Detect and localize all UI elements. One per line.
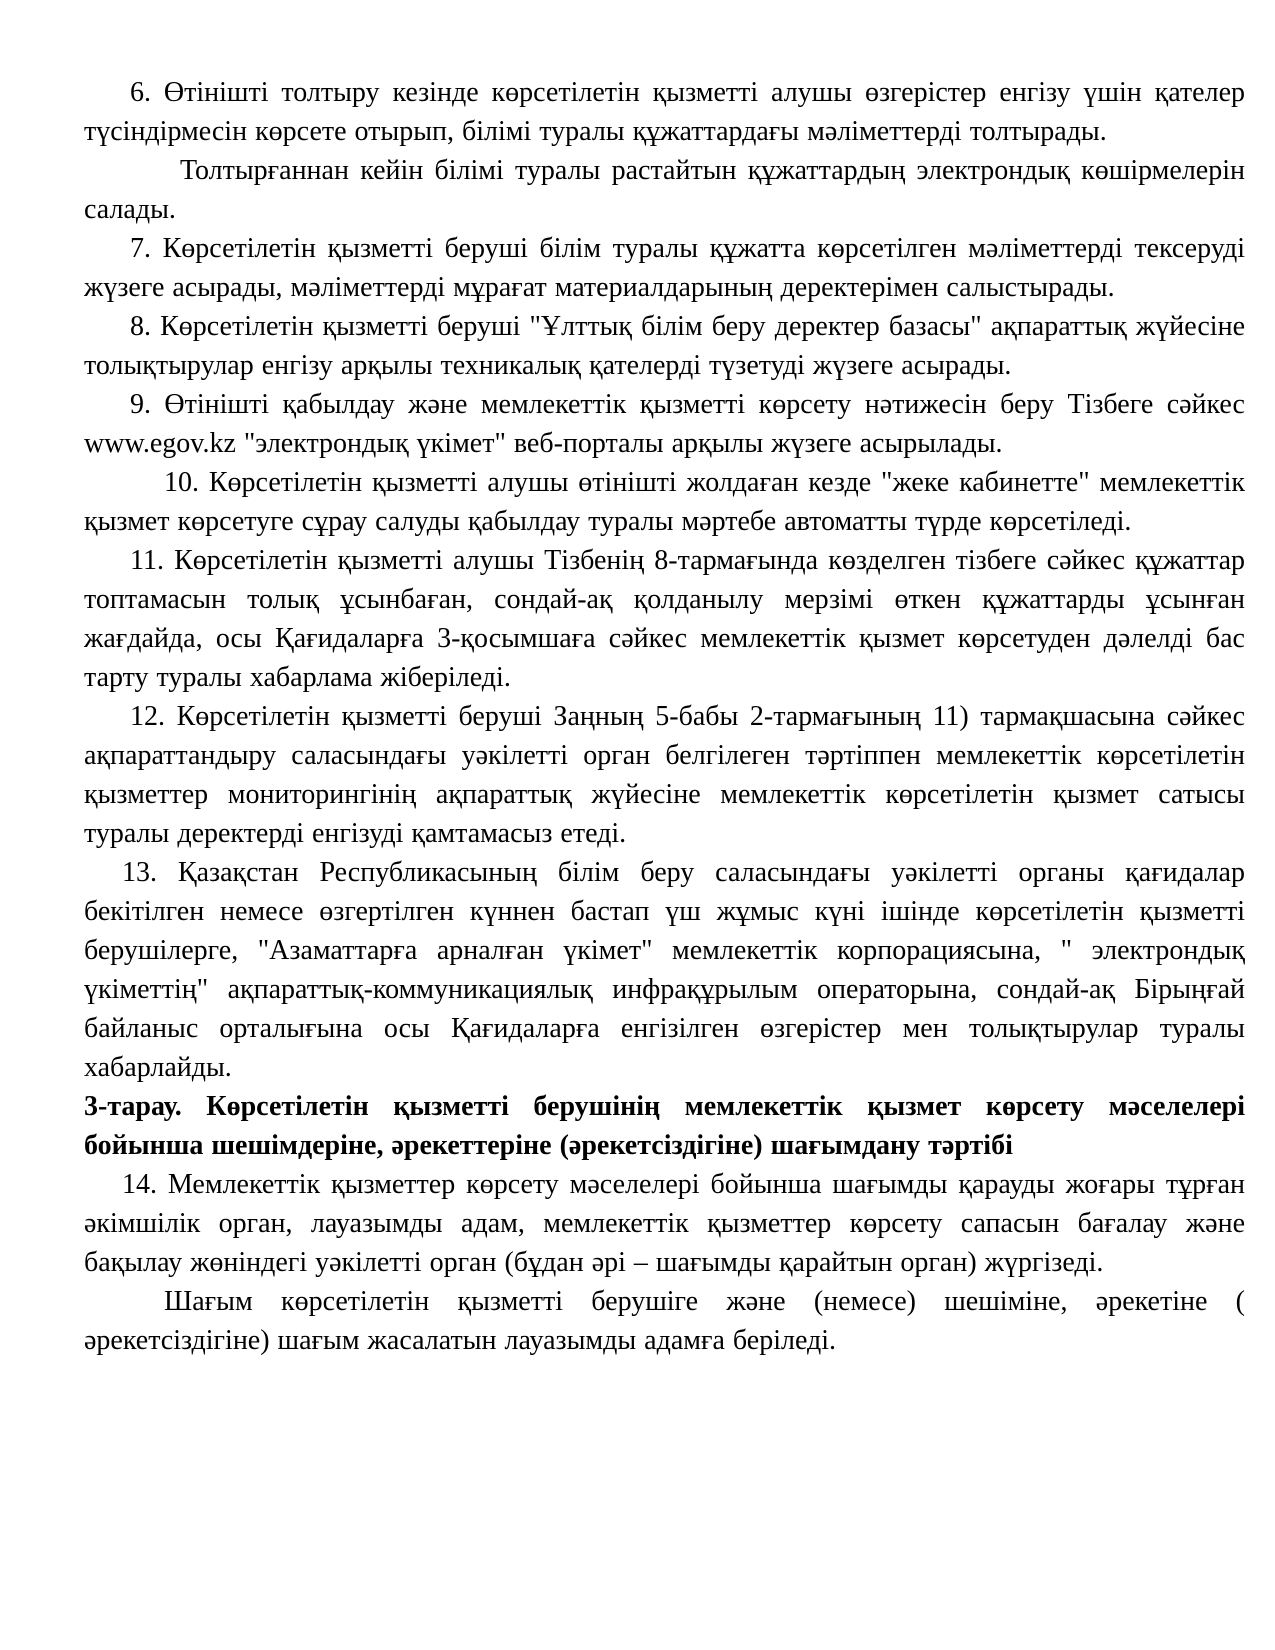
paragraph-6: 6. Өтінішті толтыру кезінде көрсетілетін қызметті алушы өзгерістер енгізу үшін қателер түсіндірмесін көрсете отырып, білімі туралы құжаттардағы мәліметтерді толтырады. <box>84 77 1245 147</box>
paragraph-6-continuation: Толтырғаннан кейін білімі туралы растайтын құжаттардың электрондық көшірмелерін салады. <box>84 155 1245 225</box>
paragraph-10: 10. Көрсетілетін қызметті алушы өтінішті жолдаған кезде "жеке кабинетте" мемлекеттік қызмет көрсетуге сұрау салуды қабылдау туралы мәртебе автоматты түрде көрсетіледі. <box>84 467 1245 537</box>
paragraph-11: 11. Көрсетілетін қызметті алушы Тізбенің 8-тармағында көзделген тізбеге сәйкес құжаттар топтамасын толық ұсынбаған, сондай-ақ қолданылу мерзімі өткен құжаттарды ұсынған жағдайда, осы Қағидаларға 3-қосымшаға сәйкес мемлекеттік қызмет көрсетуден дәлелді бас тарту туралы хабарлама жіберіледі. <box>84 545 1245 693</box>
paragraph-7: 7. Көрсетілетін қызметті беруші білім туралы құжатта көрсетілген мәліметтерді тексеруді жүзеге асырады, мәліметтерді мұрағат материалдарының деректерімен салыстырады. <box>84 233 1245 303</box>
paragraph-12: 12. Көрсетілетін қызметті беруші Заңның 5-бабы 2-тармағының 11) тармақшасына сәйкес ақпараттандыру саласындағы уәкілетті орган белгілеген тәртіппен мемлекеттік көрсетілетін қызметтер мониторингінің ақпараттық жүйесіне мемлекеттік көрсетілетін қызмет сатысы туралы деректерді енгізуді қамтамасыз етеді. <box>84 701 1245 849</box>
paragraph-8: 8. Көрсетілетін қызметті беруші "Ұлттық білім беру деректер базасы" ақпараттық жүйесіне толықтырулар енгізу арқылы техникалық қателерді түзетуді жүзеге асырады. <box>84 311 1245 381</box>
paragraph-9: 9. Өтінішті қабылдау және мемлекеттік қызметті көрсету нәтижесін беру Тізбеге сәйкес www.egov.kz "электрондық үкімет" веб-порталы арқылы жүзеге асырылады. <box>84 389 1245 459</box>
paragraph-15: Шағым көрсетілетін қызметті берушіге және (немесе) шешіміне, әрекетіне ( әрекетсіздігіне) шағым жасалатын лауазымды адамға беріледі. <box>84 1286 1245 1356</box>
paragraph-14: 14. Мемлекеттік қызметтер көрсету мәселелері бойынша шағымды қарауды жоғары тұрған әкімшілік орган, лауазымды адам, мемлекеттік қызметтер көрсету сапасын бағалау және бақылау жөніндегі уәкілетті орган (бұдан әрі – шағымды қарайтын орган) жүргізеді. <box>84 1169 1245 1278</box>
chapter-3-heading: 3-тарау. Көрсетілетін қызметті берушінің мемлекеттік қызмет көрсету мәселелері бойынша шешімдеріне, әрекеттеріне (әрекетсіздігіне) шағымдану тәртібі <box>84 1091 1245 1161</box>
paragraph-13: 13. Қазақстан Республикасының білім беру саласындағы уәкілетті органы қағидалар бекітілген немесе өзгертілген күннен бастап үш жұмыс күні ішінде көрсетілетін қызметті берушілерге, "Азаматтарға арналған үкімет" мемлекеттік корпорациясына, " электрондық үкіметтің" ақпараттық-коммуникациялық инфрақұрылым операторына, сондай-ақ Бірыңғай байланыс орталығына осы Қағидаларға енгізілген өзгерістер мен толықтырулар туралы хабарлайды. <box>84 857 1245 1083</box>
